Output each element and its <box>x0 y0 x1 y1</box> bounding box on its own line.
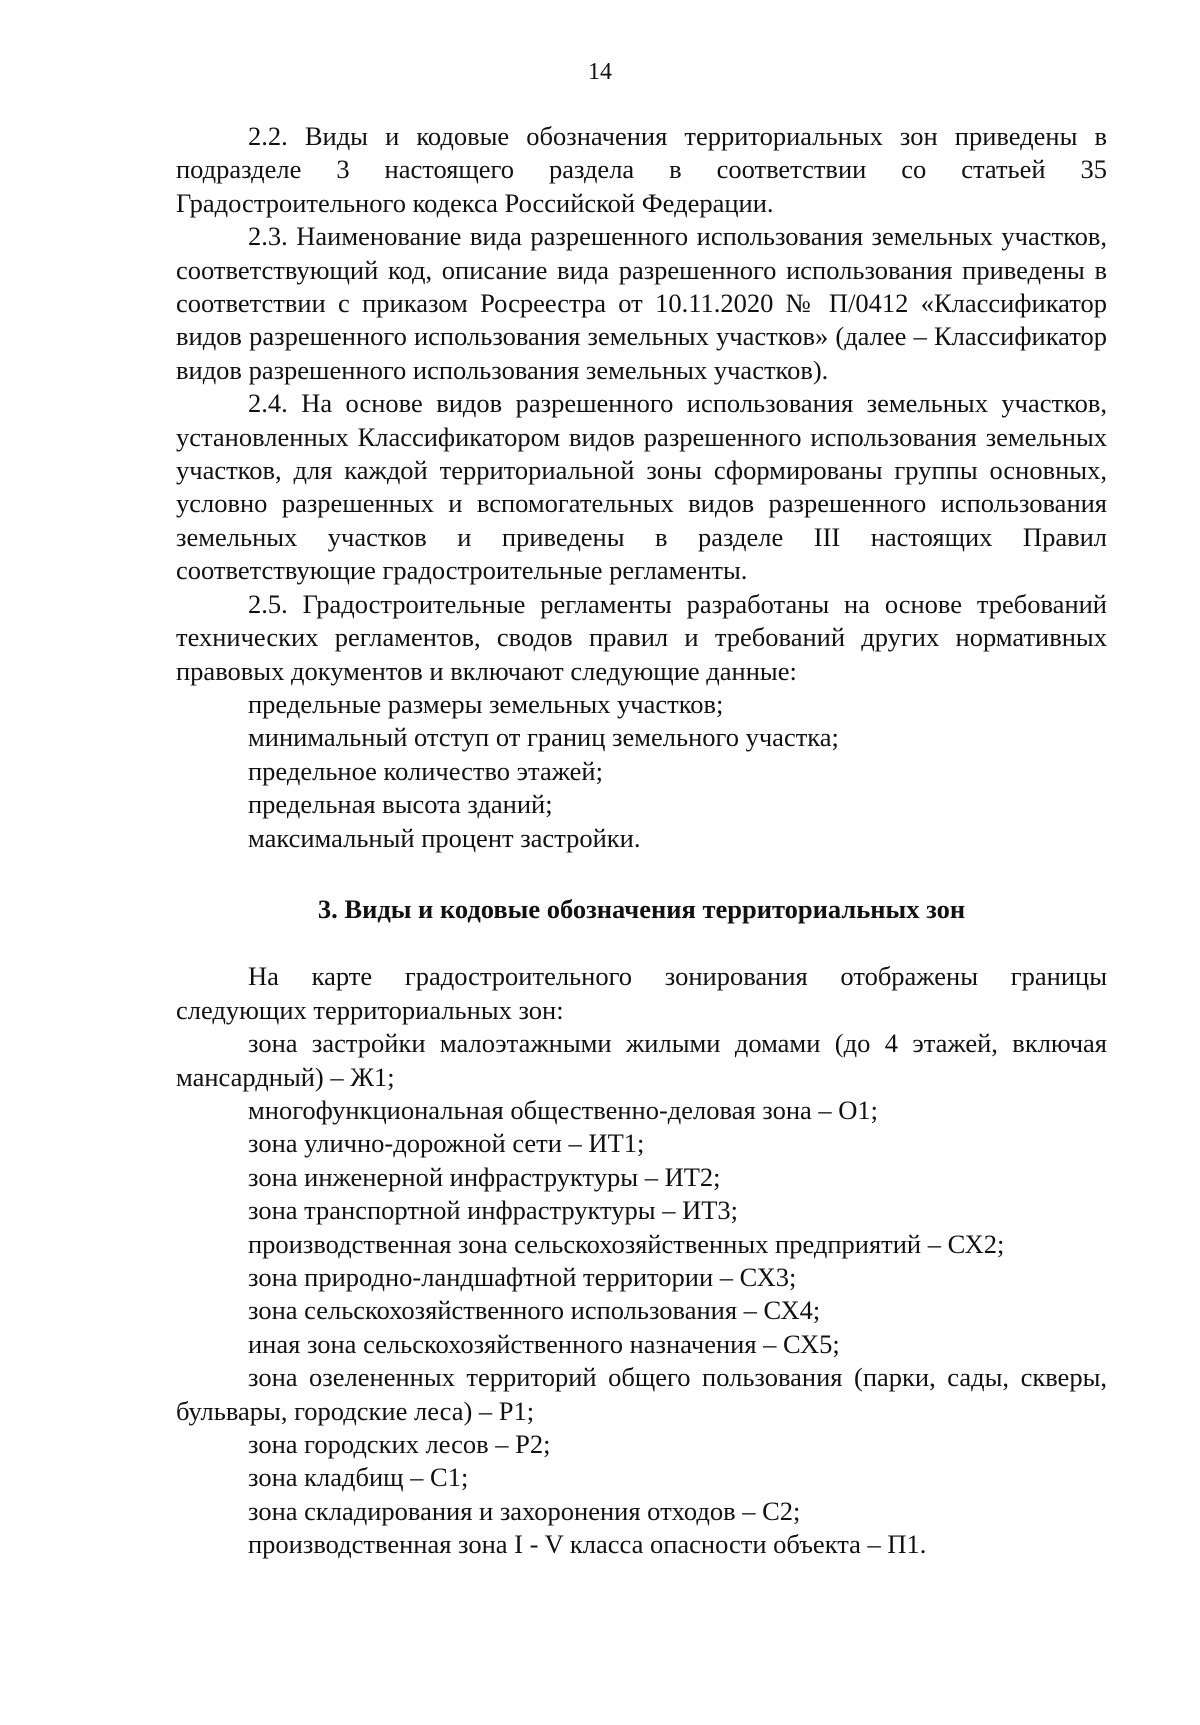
zone-item: зона застройки малоэтажными жилыми домами (до 4 этажей, включая мансардный) – Ж1; <box>176 1028 1107 1092</box>
zone-item: многофункциональная общественно-деловая зона – О1; <box>248 1094 879 1125</box>
zone-item: зона транспортной инфраструктуры – ИТ3; <box>248 1195 739 1226</box>
zone-item: зона сельскохозяйственного использования – СХ4; <box>248 1295 821 1326</box>
paragraph-2-4: 2.4. На основе видов разрешенного использования земельных участков, установленных Классификатором видов разрешенного использования земельных участков, для каждой территориальной зоны сформированы группы основных, условно разрешенных и вспомогательных видов разрешенного использования земельных участков и приведены в разделе III настоящих Правил соответствующие градостроительные регламенты. <box>176 388 1107 586</box>
section-3-heading: 3. Виды и кодовые обозначения территориальных зон <box>317 893 966 924</box>
zone-item: производственная зона сельскохозяйственных предприятий – СХ2; <box>248 1228 1005 1259</box>
zone-item: зона кладбищ – С1; <box>248 1462 469 1493</box>
zone-item: зона природно-ландшафтной территории – СХ3; <box>248 1262 797 1292</box>
zone-item: зона инженерной инфраструктуры – ИТ2; <box>248 1161 721 1192</box>
zone-item: зона городских лесов – Р2; <box>248 1429 551 1460</box>
zone-item: производственная зона I - V класса опасности объекта – П1. <box>248 1529 927 1560</box>
regulation-item: предельное количество этажей; <box>248 755 603 786</box>
paragraph-2-2: 2.2. Виды и кодовые обозначения территориальных зон приведены в подразделе 3 настоящего раздела в соответствии со статьей 35 Градостроительного кодекса Российской Федерации. <box>176 121 1107 218</box>
zone-item: зона улично-дорожной сети – ИТ1; <box>248 1128 645 1159</box>
regulation-item: предельные размеры земельных участков; <box>248 688 724 719</box>
zone-item: зона озелененных территорий общего пользования (парки, сады, скверы, бульвары, городские леса) – Р1; <box>176 1362 1107 1426</box>
paragraph-2-5: 2.5. Градостроительные регламенты разработаны на основе требований технических регламентов, сводов правил и требований других нормативных правовых документов и включают следующие данные: <box>176 588 1107 686</box>
zone-item: иная зона сельскохозяйственного назначения – СХ5; <box>248 1328 840 1359</box>
document-body <box>176 120 1107 1562</box>
regulation-item: минимальный отступ от границ земельного участка; <box>248 722 839 753</box>
regulation-item: максимальный процент застройки. <box>248 822 641 853</box>
regulation-item: предельная высота зданий; <box>248 789 553 820</box>
zone-item: зона складирования и захоронения отходов – С2; <box>248 1495 801 1526</box>
paragraph-2-3: 2.3. Наименование вида разрешенного использования земельных участков, соответствующий код, описание вида разрешенного использования приведены в соответствии с приказом Росреестра от 10.11.2020 № П/0412 «Классификатор видов разрешенного использования земельных участков» (далее – Классификатор видов разрешенного использования земельных участков). <box>176 221 1107 385</box>
page-number: 14 <box>588 59 612 85</box>
section-3-intro: На карте градостроительного зонирования отображены границы следующих территориальных зон: <box>176 961 1107 1025</box>
